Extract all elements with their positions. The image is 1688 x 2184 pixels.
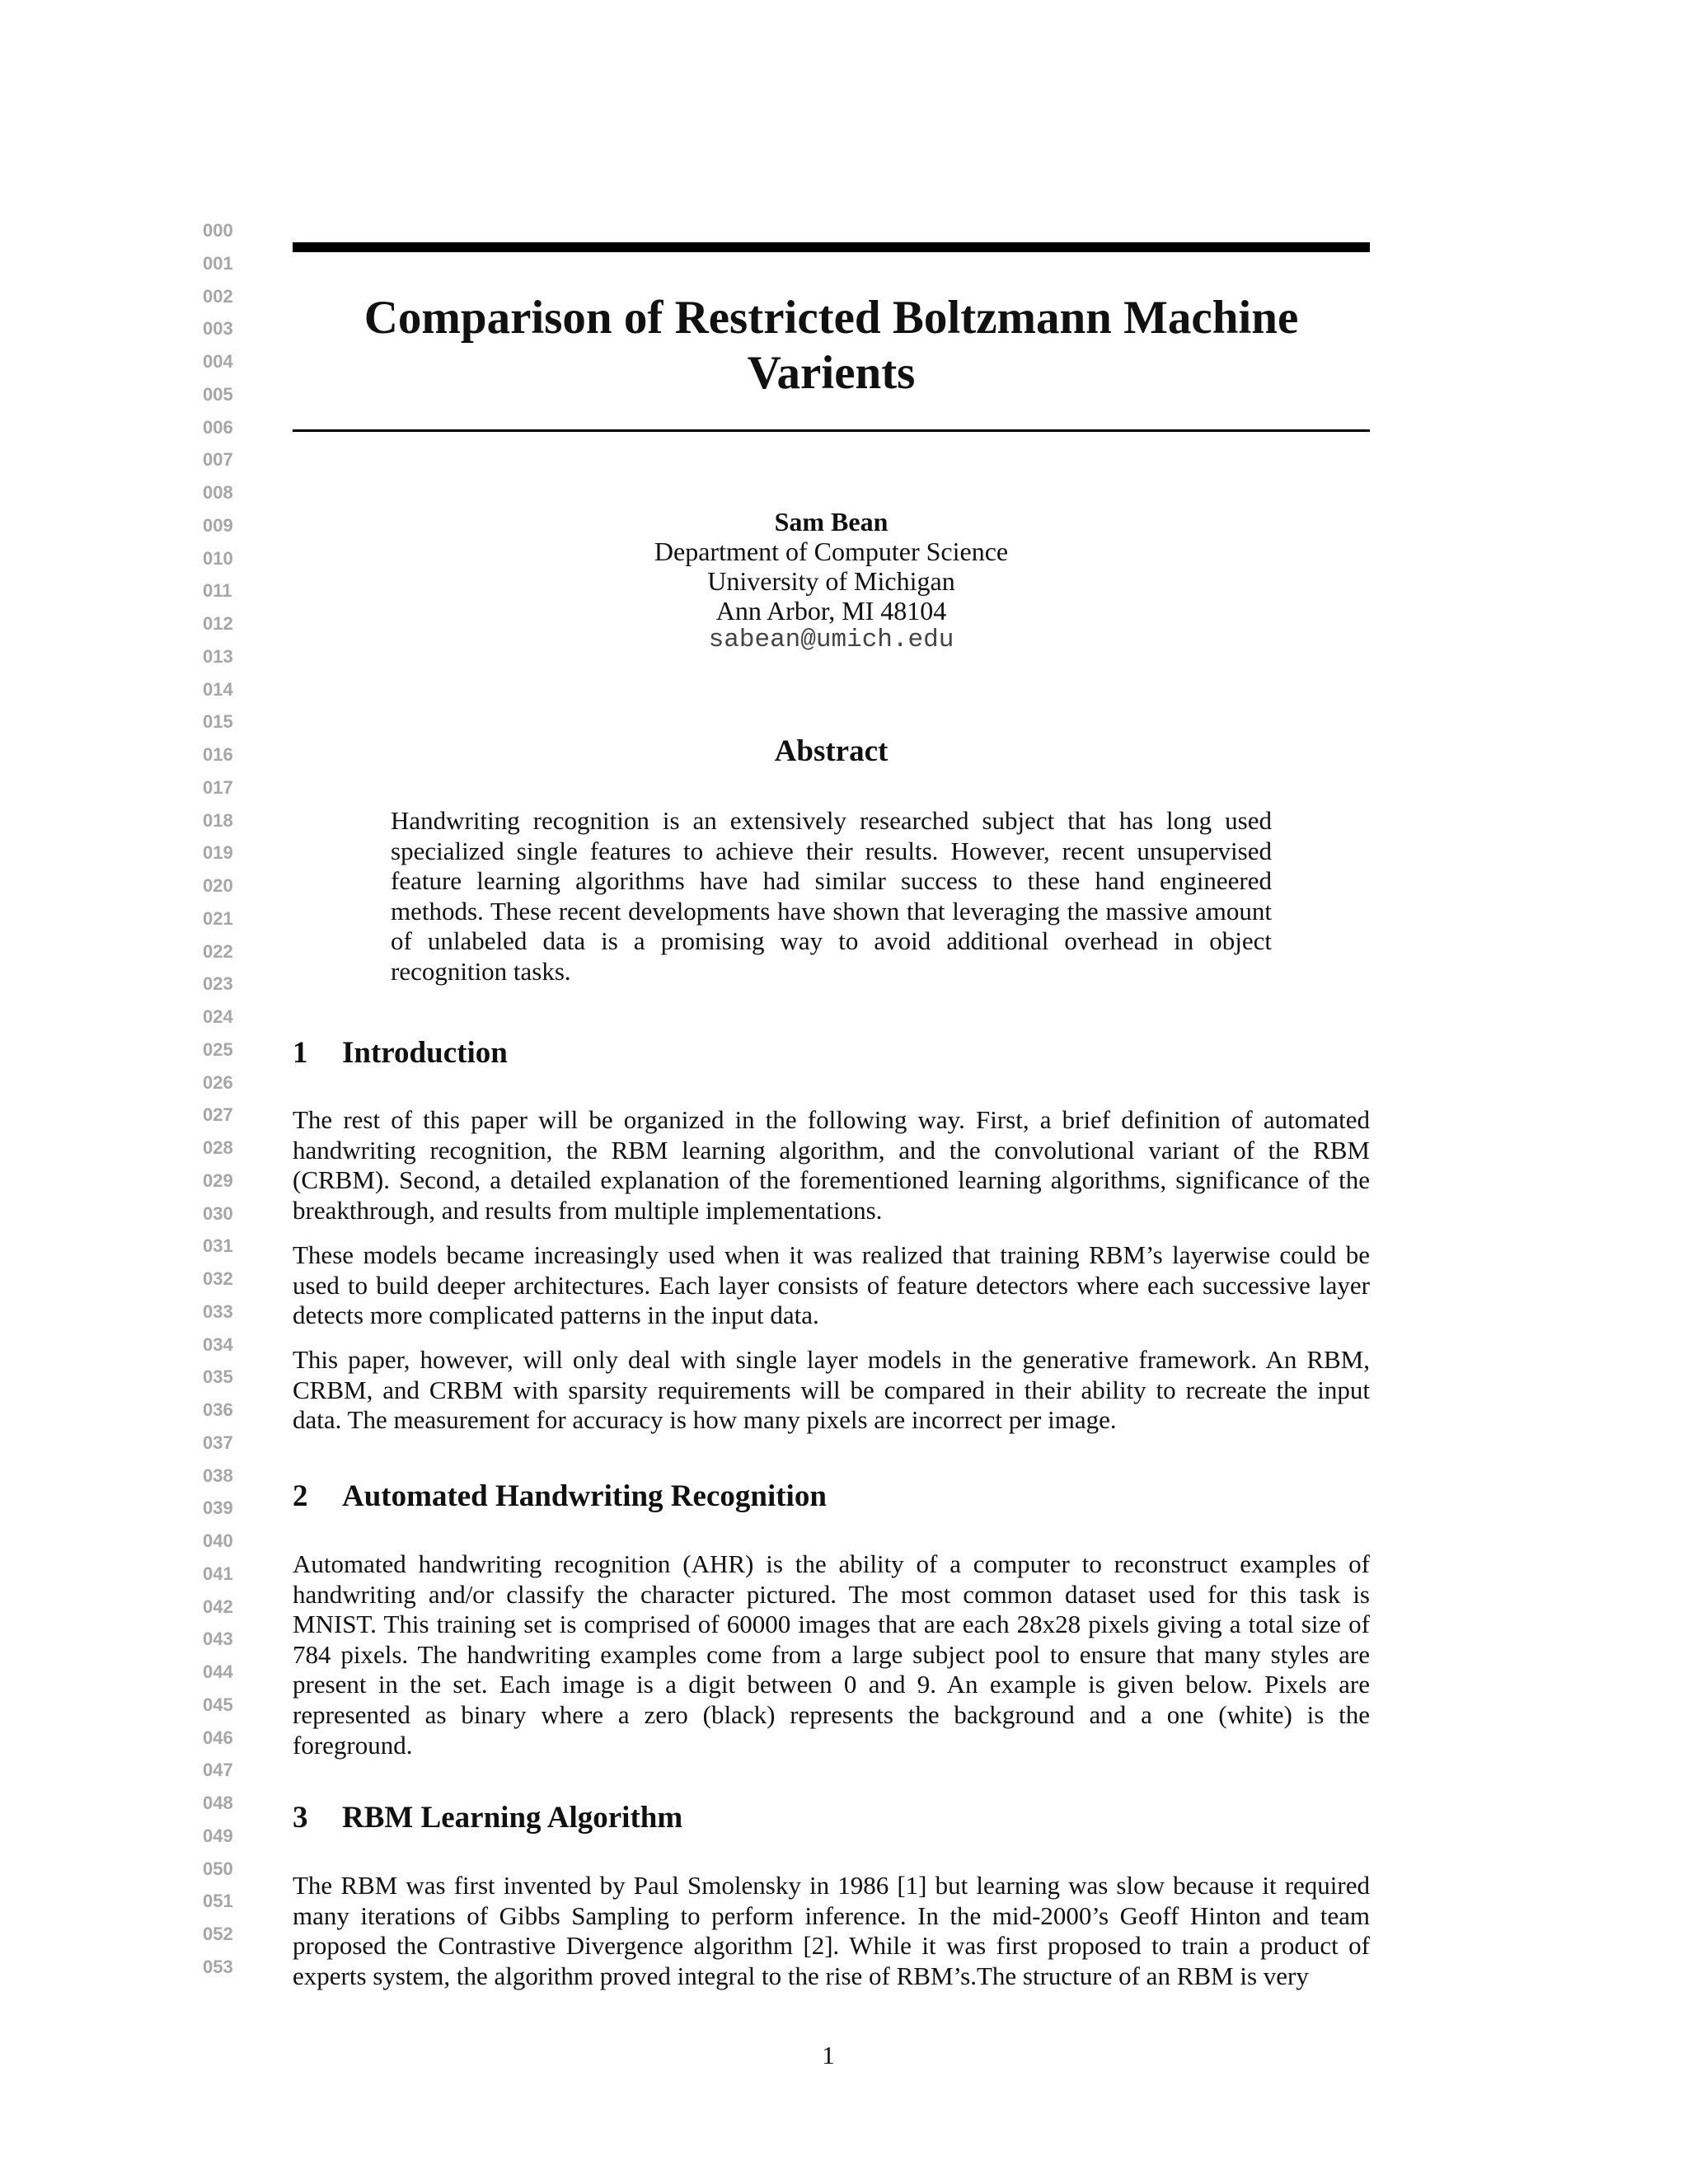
paper-title: [293, 290, 1370, 401]
title-line-2: Varients: [747, 347, 916, 399]
line-number: 003: [203, 318, 233, 340]
section-title: Introduction: [342, 1036, 508, 1070]
line-number: 031: [203, 1235, 233, 1257]
line-number: 004: [203, 351, 233, 372]
line-number: 037: [203, 1432, 233, 1453]
line-number: 022: [203, 940, 233, 962]
line-number: 033: [203, 1301, 233, 1322]
line-number: 027: [203, 1104, 233, 1126]
section-number: 2: [293, 1479, 308, 1513]
line-number: 021: [203, 907, 233, 929]
line-number: 011: [203, 580, 232, 602]
paragraph: Automated handwriting recognition (AHR) is the ability of a computer to reconstruct examples of handwriting and/or classify the character pictured. The most common dataset used for this task is MNIST. This training set is comprised of 60000 images that are each 28x28 pixels giving a total size of 784 pixels. The handwriting examples come from a large subject pool to ensure that many styles are present in the set. Each image is a digit between 0 and 9. An example is given below. Pixels are represented as binary where a zero (black) represents the background and a one (white) is the foreground.: [293, 1549, 1370, 1760]
line-number: 047: [203, 1760, 233, 1781]
line-number: 053: [203, 1956, 233, 1977]
paragraph: The RBM was first invented by Paul Smolensky in 1986 [1] but learning was slow because it required many iterations of Gibbs Sampling to perform inference. In the mid-2000’s Geoff Hinton and team proposed the Contrastive Divergence algorithm [2]. While it was first proposed to train a product of experts system, the algorithm proved integral to the rise of RBM’s.The structure of an RBM is very: [293, 1871, 1370, 1990]
line-number: 013: [203, 645, 233, 667]
line-number: 049: [203, 1825, 233, 1846]
line-number: 020: [203, 875, 233, 896]
paragraph: These models became increasingly used when it was realized that training RBM’s layerwise could be used to build deeper architectures. Each layer consists of feature detectors where each successive layer detects more complicated patterns in the input data.: [293, 1240, 1370, 1330]
line-number: 026: [203, 1071, 233, 1093]
line-number: 014: [203, 678, 233, 700]
section-heading-introduction: [293, 1035, 1370, 1071]
line-number: 046: [203, 1727, 233, 1748]
author-address: Ann Arbor, MI 48104: [715, 596, 947, 626]
line-number: 005: [203, 383, 233, 405]
line-number: 050: [203, 1858, 233, 1879]
line-number: 001: [203, 252, 233, 274]
title-bottom-rule: [293, 429, 1370, 432]
line-number: 007: [203, 449, 233, 471]
line-number: 018: [203, 809, 233, 831]
line-number: 012: [203, 613, 233, 634]
line-number: 035: [203, 1366, 233, 1388]
line-number: 024: [203, 1006, 233, 1027]
section-number: 1: [293, 1036, 308, 1070]
abstract-heading: Abstract: [774, 734, 889, 768]
line-number: 006: [203, 416, 233, 438]
page-number: 1: [822, 2041, 835, 2069]
line-number: 042: [203, 1596, 233, 1617]
line-number: 029: [203, 1169, 233, 1191]
line-number: 048: [203, 1793, 233, 1813]
line-number: 038: [203, 1465, 233, 1486]
line-number: 036: [203, 1399, 233, 1420]
line-number: 040: [203, 1530, 233, 1551]
line-number: 023: [203, 973, 233, 995]
line-number: 009: [203, 514, 233, 536]
paragraph: The rest of this paper will be organized in the following way. First, a brief definition of automated handwriting recognition, the RBM learning algorithm, and the convolutional variant of the RBM (CRBM). Second, a detailed explanation of the forementioned learning algorithms, significance of the breakthrough, and results from multiple implementations.: [293, 1105, 1370, 1225]
line-number: 044: [203, 1661, 233, 1682]
line-number: 039: [203, 1497, 233, 1519]
line-number: 030: [203, 1202, 233, 1224]
section-title: RBM Learning Algorithm: [342, 1801, 683, 1835]
author-department: Department of Computer Science: [654, 537, 1009, 566]
author-name: Sam Bean: [774, 507, 889, 537]
line-number: 043: [203, 1629, 233, 1650]
line-number: 034: [203, 1333, 233, 1355]
section-title: Automated Handwriting Recognition: [342, 1479, 827, 1513]
line-number: 000: [203, 220, 233, 241]
line-number: 025: [203, 1038, 233, 1060]
line-number: 010: [203, 547, 233, 569]
line-number: 016: [203, 744, 233, 765]
title-line-1: Comparison of Restricted Boltzmann Machine: [363, 292, 1299, 344]
author-email[interactable]: sabean@umich.edu: [708, 626, 954, 654]
abstract-text: Handwriting recognition is an extensively researched subject that has long used specialized single features to achieve their results. However, recent unsupervised feature learning algorithms have had similar success to these hand engineered methods. These recent developments have shown that leveraging the massive amount of unlabeled data is a promising way to avoid additional overhead in object recognition tasks.: [391, 806, 1272, 986]
line-number: 017: [203, 776, 233, 798]
line-number: 051: [203, 1891, 233, 1912]
paragraph: This paper, however, will only deal with single layer models in the generative framework. An RBM, CRBM, and CRBM with sparsity requirements will be compared in their ability to recreate the input data. The measurement for accuracy is how many pixels are incorrect per image.: [293, 1345, 1370, 1435]
author-block: [293, 507, 1370, 655]
line-number: 032: [203, 1268, 233, 1289]
title-top-rule: [293, 242, 1370, 252]
line-number: 052: [203, 1924, 233, 1944]
section-number: 3: [293, 1801, 308, 1835]
author-university: University of Michigan: [707, 566, 955, 596]
section-heading-rbm: [293, 1800, 1370, 1835]
line-number: 045: [203, 1694, 233, 1715]
section-heading-ahr: [293, 1479, 1370, 1514]
line-numbers: [203, 221, 244, 1990]
line-number: 041: [203, 1563, 233, 1584]
line-number: 028: [203, 1137, 233, 1158]
line-number: 019: [203, 842, 233, 864]
line-number: 015: [203, 711, 233, 733]
line-number: 002: [203, 285, 233, 307]
line-number: 008: [203, 482, 233, 503]
